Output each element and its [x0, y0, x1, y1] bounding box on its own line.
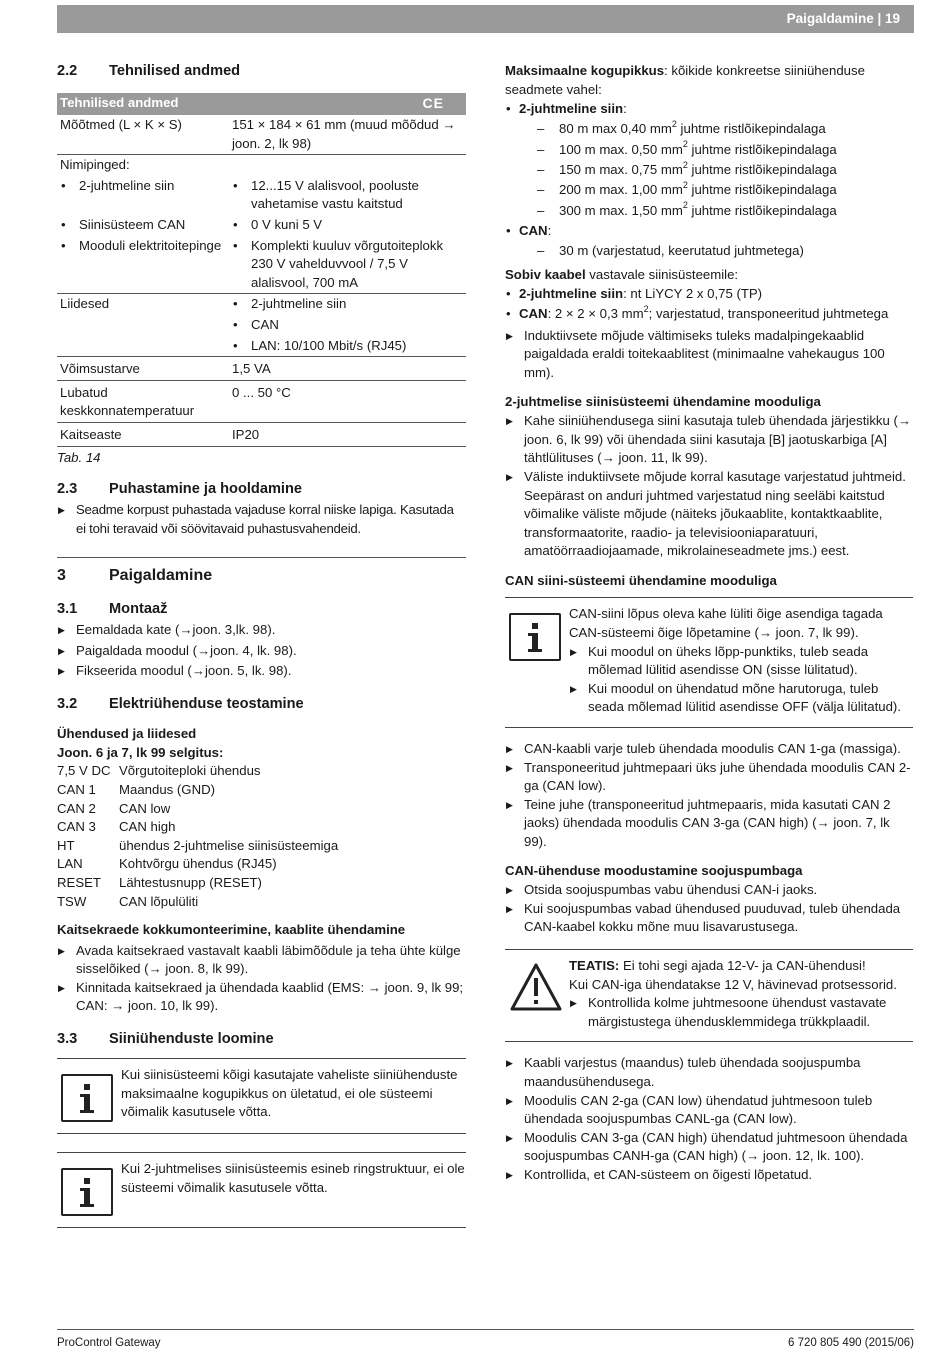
info-icon: [61, 1074, 113, 1122]
list-item: • CAN: – 30 m (varjestatud, keerutatud juhtmetega): [505, 221, 913, 262]
list-item: • 2-juhtmeline siin: – 80 m max 0,40 $mm^2$ juhtme ristlõikepindalaga – 100 m max. 0,50 $mm^2$ juhtme ristlõikepindalaga – 150 m max. 0,75 $mm^2$ juhtme ristlõikepindalaga – 200 m max. 1,00 $mm^2$ juhtme ristlõikepindalaga – 300 m max. 1,50 $mm^2$ juhtme ristlõikepindalaga: [505, 99, 913, 221]
legend-subheading: Joon. 6 ja 7, lk 99 selgitus:: [57, 744, 224, 760]
legend-list: 7,5 V DC Võrgutoiteploki ühendus CAN 1 Maandus (GND) CAN 2 CAN low CAN 3 CAN high HT ühendus 2-juhtmelise siinisüsteemiga LAN Kohtvõrgu ühendus (RJ45) RESET Lähtestusnupp (RESET) TSW CAN lõpulüliti: [57, 763, 339, 909]
two-wire-list: [505, 412, 913, 561]
table-row: • Mooduli elektritoitepinge • Komplekti kuuluv võrgutoiteplokk 230 V vahelduvvool / 7,5 V alalisvool, 700 mA: [57, 236, 466, 294]
section-3-1-heading: 3.1 Montaaž: [57, 601, 168, 618]
left-column: [57, 60, 466, 1228]
list-item: ▶ Väliste induktiivsete mõjude korral kasutage varjestatud juhtmeid. Seepärast on anduri juhtmed varjestatud ning seeläbi kaitstud võimalike väliste mõjude (näiteks jõukaablite, kontaktkaablite, transformaatorite, raadio- ja televisiooniaparatuuri, amatöörraadiojaamade, mikrolaineseadmete jms.) eest.: [505, 468, 913, 561]
list-item: ▶ Induktiivsete mõjude vältimiseks tuleks madalpingekaablid paigaldada eraldi toitekaablitest (minimaalne vahekaugus 100 mm).: [505, 327, 913, 383]
cable-assembly-subheading: Kaitsekraede kokkumonteerimine, kaablite ühendamine: [57, 922, 406, 938]
info-icon: [61, 1168, 113, 1216]
table-row: Võimsustarve 1,5 VA: [57, 357, 466, 381]
section-2-2-heading: 2.2 Tehnilised andmed: [57, 63, 241, 79]
section-2-3-heading: 2.3 Puhastamine ja hooldamine: [57, 481, 303, 498]
final-list: [505, 1054, 913, 1184]
list-item: ▶ Seadme korpust puhastada vajaduse korral niiske lapiga. Kasutada ei tohi teravaid või söövitavaid puhastusvahendeid.: [57, 501, 466, 538]
page-footer: [57, 1329, 914, 1353]
info-note: Kui 2-juhtmelises siinisüsteemis esineb ringstruktuur, ei ole süsteemi võimalik kasutusele võtta.: [57, 1152, 466, 1228]
max-length-list: [505, 99, 913, 261]
table-row: Kaitseaste IP20: [57, 422, 466, 446]
tech-data-table: [57, 93, 466, 447]
list-item: ▶ Transponeeritud juhtmepaari üks juhe ühendada moodulis CAN 2-ga (CAN low).: [505, 759, 913, 796]
cable-list: [505, 284, 913, 325]
warning-icon: [509, 961, 563, 1013]
list-item: ▶ Teine juhe (transponeeritud juhtmepaaris, mida kasutati CAN 2 jaoks) ühendada moodulis CAN 3-ga (CAN high) (→ joon. 7, lk 99).: [505, 796, 913, 852]
list-item: • 2-juhtmeline siin: nt LiYCY 2 x 0,75 (TP): [505, 284, 913, 304]
list-item: ▶ Paigaldada moodul (→joon. 4, lk. 98).: [57, 641, 466, 661]
info-note: CAN-siini lõpus oleva kahe lüliti õige asendiga tagada CAN-süsteemi õige lõpetamine (→ joon. 7, lk 99). ▶ Kui moodul on üheks lõpp-punktiks, tuleb seada mõlemad lülitid asendisse ON (sisse lülitatud). ▶ Kui moodul on ühendatud mõne harutoruga, tuleb seada mõlemad lülitid asendisse OFF (välja lülitatud).: [505, 597, 913, 728]
list-item: • CAN: 2 × 2 × 0,3 $mm^2$; varjestatud, transponeeritud juhtmetega: [505, 304, 913, 324]
ce-mark-icon: CE: [422, 95, 444, 111]
info-note: Kui siinisüsteemi kõigi kasutajate vaheliste siiniühenduste maksimaalne kogupikkus on ületatud, ei ole süsteemi võimalik kasutusele võtta.: [57, 1058, 466, 1134]
section-3-2-heading: 3.2 Elektriühenduse teostamine: [57, 696, 304, 713]
list-item: ▶ Eemaldada kate (→joon. 3,lk. 98).: [57, 620, 466, 640]
two-wire-subheading: 2-juhtmelise siinisüsteemi ühendamine mooduliga: [505, 393, 821, 409]
cable-assembly-list: [57, 942, 466, 1016]
list-item: ▶ Kui moodul on üheks lõpp-punktiks, tuleb seada mõlemad lülitid asendisse ON (sisse lülitatud).: [569, 643, 913, 680]
table-header: Tehnilised andmed CE: [57, 93, 466, 115]
section-3-3-heading: 3.3 Siiniühenduste loomine: [57, 1031, 274, 1048]
warning-note: TEATIS: Ei tohi segi ajada 12-V- ja CAN-ühendusi! Kui CAN-iga ühendatakse 12 V, hävinevad protsessorid. ▶ Kontrollida kolme juhtmesoone ühendust vastavate märgistustega ühendusklemmidega trükkplaadil.: [505, 949, 913, 1042]
list-item: ▶ Kinnitada kaitsekraed ja ühendada kaablid (EMS: → joon. 9, lk 99; CAN: → joon. 10, lk 99).: [57, 979, 466, 1016]
right-column: [505, 62, 913, 1185]
inductive-list: [505, 327, 913, 383]
divider: [57, 557, 466, 558]
list-item: ▶ Kaabli varjestus (maandus) tuleb ühendada soojuspumba maandusühendusega.: [505, 1054, 913, 1091]
table-caption: Tab. 14: [57, 449, 101, 465]
section-3-heading: 3 Paigaldamine: [57, 567, 213, 585]
footer-docnumber: 6 720 805 490 (2015/06): [788, 1337, 914, 1349]
list-item: ▶ Kahe siiniühendusega siini kasutaja tuleb ühendada järjestikku (→ joon. 6, lk 99) või ühendada siini kasutaja [B] jaotuskarbiga [A] tähtlülituses (→ joon. 11, lk 99).: [505, 412, 913, 468]
connections-subheading: Ühendused ja liidesed: [57, 726, 197, 742]
heatpump-list: [505, 881, 913, 937]
cable-intro: Sobiv kaabel vastavale siinisüsteemile:: [505, 266, 739, 282]
can-subheading: CAN siini-süsteemi ühendamine mooduliga: [505, 572, 777, 588]
page-header: Paigaldamine | 19: [57, 5, 914, 33]
list-item: ▶ Kui moodul on ühendatud mõne harutoruga, tuleb seada mõlemad lülitid asendisse OFF (välja lülitatud).: [569, 680, 913, 717]
list-item: ▶ Kontrollida kolme juhtmesoone ühendust vastavate märgistustega ühendusklemmidega trükkplaadil.: [569, 994, 913, 1031]
list-item: ▶ Moodulis CAN 2-ga (CAN low) ühendatud juhtmesoon tuleb ühendada soojuspumbas CANL-ga (CAN low).: [505, 1092, 913, 1129]
list-item: ▶ Otsida soojuspumbas vabu ühendusi CAN-i jaoks.: [505, 881, 913, 900]
can-list: [505, 740, 913, 852]
list-item: ▶ CAN-kaabli varje tuleb ühendada moodulis CAN 1-ga (massiga).: [505, 740, 913, 759]
table-row: • 2-juhtmeline siin • 12...15 V alalisvool, pooluste vahetamise vastu kaitstud: [57, 176, 466, 215]
list-item: ▶ Fikseerida moodul (→joon. 5, lk. 98).: [57, 661, 466, 681]
table-row: Liidesed • 2-juhtmeline siin • CAN • LAN: 10/100 Mbit/s (RJ45): [57, 294, 466, 357]
cleaning-list: [57, 501, 466, 538]
list-item: ▶ Moodulis CAN 3-ga (CAN high) ühendatud juhtmesoon ühendada soojuspumbas CANH-ga (CAN high) (→ joon. 12, lk. 100).: [505, 1129, 913, 1166]
heatpump-subheading: CAN-ühenduse moodustamine soojuspumbaga: [505, 862, 803, 878]
table-row: Lubatud keskkonnatemperatuur 0 ... 50 °C: [57, 380, 466, 422]
list-item: ▶ Kui soojuspumbas vabad ühendused puuduvad, tuleb ühendada CAN-kaabel kokku mõne muu lisavarustusega.: [505, 900, 913, 937]
footer-product: ProControl Gateway: [57, 1337, 161, 1349]
list-item: ▶ Kontrollida, et CAN-süsteem on õigesti lõpetatud.: [505, 1166, 913, 1185]
max-length-intro: Maksimaalne kogupikkus: kõikide konkreetse siiniühenduse seadmete vahel:: [505, 63, 865, 97]
mounting-list: [57, 620, 466, 681]
list-item: ▶ Avada kaitsekraed vastavalt kaabli läbimõõdule ja teha ühte külge sisselõiked (→ joon. 8, lk 99).: [57, 942, 466, 979]
table-row: • Siinisüsteem CAN • 0 V kuni 5 V: [57, 215, 466, 236]
info-icon: [509, 613, 561, 661]
table-row: Nimipinged:: [60, 157, 130, 173]
table-row: Mõõtmed (L × K × S) 151 × 184 × 61 mm (muud mõõdud → joon. 2, lk 98): [57, 115, 466, 155]
